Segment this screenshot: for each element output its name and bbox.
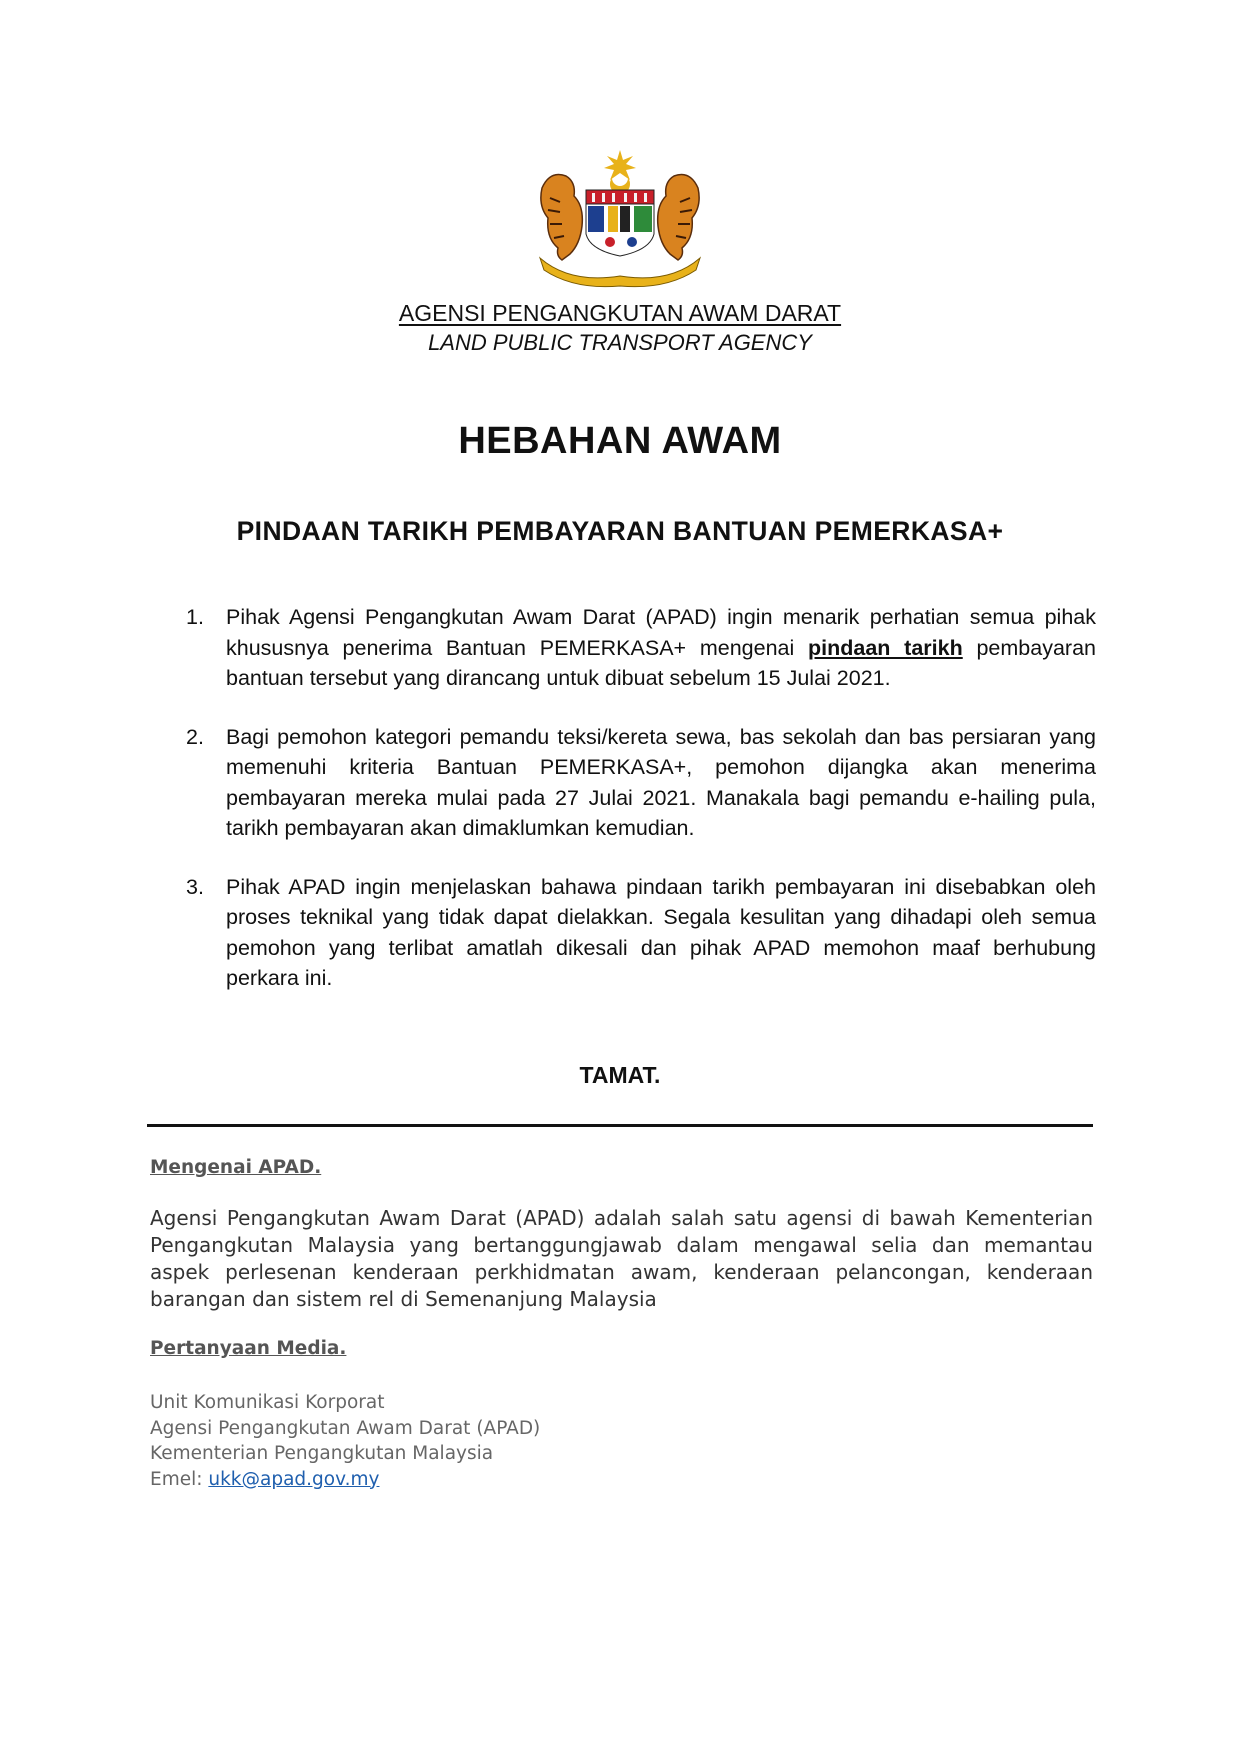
list-item-text-after: pembayaran bantuan tersebut yang dirancang untuk dibuat sebelum 15 Julai 2021.	[226, 635, 1096, 690]
announcement-list	[186, 602, 1096, 1022]
list-item-text: Pihak APAD ingin menjelaskan bahawa pindaan tarikh pembayaran ini disebabkan oleh proses teknikal yang tidak dapat dielakkan. Segala kesulitan yang dihadapi oleh semua pemohon yang terlibat amatlah dikesali dan pihak APAD memohon maaf berhubung perkara ini.	[226, 874, 1096, 990]
contact-unit: Unit Komunikasi Korporat	[150, 1392, 385, 1413]
media-contact-block	[150, 1390, 540, 1492]
list-item-number: 3.	[186, 874, 204, 899]
document-title: HEBAHAN AWAM	[458, 420, 782, 462]
list-item	[186, 722, 1096, 844]
list-item	[186, 602, 1096, 694]
end-mark: TAMAT.	[579, 1062, 661, 1088]
list-item-number: 1.	[186, 605, 204, 629]
list-item-emphasis: pindaan tarikh	[808, 635, 963, 660]
agency-name-malay	[0, 300, 1240, 327]
about-body: Agensi Pengangkutan Awam Darat (APAD) adalah salah satu agensi di bawah Kementerian Pengangkutan Malaysia yang bertanggungjawab dalam mengawal selia dan memantau aspek perlesenan kenderaan perkhidmatan awam, kenderaan pelancongan, kenderaan barangan dan sistem rel di Semenanjung Malaysia	[150, 1206, 1093, 1311]
coat-of-arms-graphic	[520, 148, 720, 288]
agency-name-english: LAND PUBLIC TRANSPORT AGENCY	[428, 330, 812, 355]
list-item-text: Bagi pemohon kategori pemandu teksi/kereta sewa, bas sekolah dan bas persiaran yang memenuhi kriteria Bantuan PEMERKASA+, pemohon dijangka akan menerima pembayaran mereka mulai pada 27 Julai 2021. Manakala bagi pemandu e-hailing pula, tarikh pembayaran akan dimaklumkan kemudian.	[226, 724, 1096, 840]
list-item-text-before: Pihak Agensi Pengangkutan Awam Darat (APAD) ingin menarik perhatian semua pihak khususnya penerima Bantuan PEMERKASA+ mengenai	[226, 605, 1096, 660]
list-item-number: 2.	[186, 724, 204, 749]
about-heading: Mengenai APAD.	[150, 1157, 322, 1178]
contact-ministry: Kementerian Pengangkutan Malaysia	[150, 1443, 494, 1464]
agency-name-malay-text: AGENSI PENGANGKUTAN AWAM DARAT	[398, 300, 842, 326]
section-divider	[147, 1124, 1093, 1127]
contact-email-line	[150, 1467, 540, 1493]
contact-email-link[interactable]: ukk@apad.gov.my	[208, 1468, 380, 1490]
list-item	[186, 872, 1096, 994]
document-subtitle: PINDAAN TARIKH PEMBAYARAN BANTUAN PEMERKASA+	[236, 516, 1004, 546]
malaysia-coat-of-arms-logo	[520, 148, 720, 288]
contact-email-label: Emel:	[150, 1468, 209, 1490]
contact-agency: Agensi Pengangkutan Awam Darat (APAD)	[150, 1417, 541, 1439]
media-heading: Pertanyaan Media.	[150, 1338, 347, 1359]
